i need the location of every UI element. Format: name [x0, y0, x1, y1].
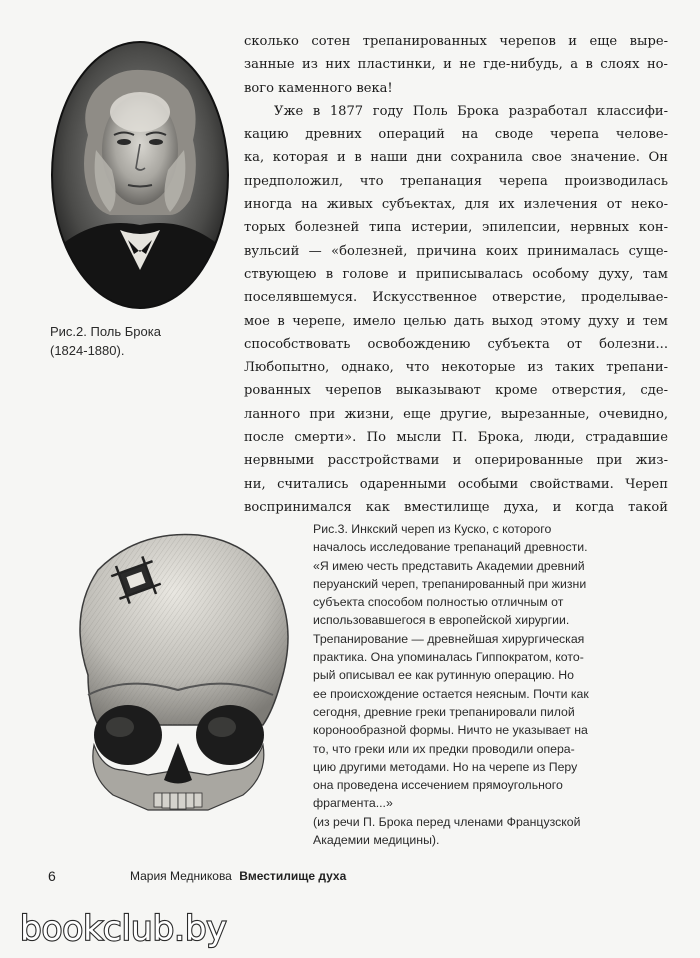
text-line: воспринимался как вместилище духа, и когда такой	[244, 499, 668, 515]
skull-caption-line: рый описывал ее как рутинную операцию. Но	[313, 668, 574, 683]
text-line: вого каменного века!	[244, 80, 393, 96]
page-footer	[0, 868, 700, 892]
text-line: предположил, что трепанация черепа производилась	[244, 173, 668, 189]
main-text-column	[244, 30, 668, 519]
text-line: занные из них пластинки, и не где-нибудь, а в слоях но-	[244, 57, 668, 73]
skull-caption-line: (из речи П. Брока перед членами Французской	[313, 814, 581, 829]
running-head-author: Мария Медникова	[130, 869, 232, 883]
text-line: ка, которая и в наши дни сохранила свое значение. Он	[244, 150, 668, 166]
skull-caption-line: перуанский череп, трепанированный при жизни	[313, 576, 587, 591]
skull-caption-line: ее происхождение остается неясным. Почти как	[313, 686, 589, 701]
text-line: мое в черепе, имело целью дать выход этому духу и тем	[244, 313, 668, 329]
text-line: поселявшемуся. Искусственное отверстие, проделывае-	[244, 290, 668, 306]
running-head-title: Вместилище духа	[239, 869, 347, 883]
portrait-caption	[50, 322, 240, 360]
skull-caption-line: фрагмента...»	[313, 796, 393, 811]
text-line: иногда на живых субъектах, для их излечения от неко-	[244, 197, 668, 213]
inca-skull-image	[58, 525, 298, 825]
skull-caption-line: она проведена иссечением прямоугольного	[313, 778, 563, 793]
skull-caption-line: сегодня, древние греки трепанировали пилой	[313, 704, 575, 719]
text-line: Любопытно, однако, что некоторые из таких трепани-	[244, 360, 668, 376]
skull-caption-line: использовавшегося в европейской хирургии.	[313, 613, 570, 628]
watermark-text: bookclub.by	[20, 909, 227, 949]
text-line: вульсий — «болезней, причина коих принималась суще-	[244, 243, 668, 259]
skull-caption-line: Трепанирование — древнейшая хирургическая	[313, 631, 585, 646]
text-line: ланного при жизни, еще другие, вырезанные, очевидно,	[244, 406, 668, 422]
skull-caption-line: коронообразной формы. Ничто не указывает на	[313, 723, 588, 738]
text-line: способствовать освобождению субъекта от болезни...	[244, 336, 668, 352]
portrait-caption-line: (1824-1880).	[50, 343, 125, 358]
skull-caption-line: началось исследование трепанаций древности.	[313, 540, 588, 555]
text-line: рованных черепов выказывают кроме отверстия, сде-	[244, 383, 668, 399]
skull-caption-line: цию другими методами. Но на черепе из Перу	[313, 759, 578, 774]
skull-caption-line: Академии медицины).	[313, 833, 440, 848]
skull-caption-line: «Я имею честь представить Академии древний	[313, 558, 585, 573]
text-line: Уже в 1877 году Поль Брока разработал классифи-	[274, 103, 668, 119]
skull-caption	[313, 520, 653, 849]
portrait-figure	[50, 40, 230, 310]
skull-caption-line: субъекта способом полностью отличным от	[313, 595, 564, 610]
skull-caption-line: то, что греки или их предки проводили опера-	[313, 741, 575, 756]
text-line: нервными расстройствами и оперированные при жиз-	[244, 453, 668, 469]
watermark-logo	[16, 902, 376, 952]
text-line: после смерти». По мысли П. Брока, люди, страдавшие	[244, 430, 668, 446]
portrait-caption-line: Рис.2. Поль Брока	[50, 324, 161, 339]
text-line: сколько сотен трепанированных черепов и еще выре-	[244, 34, 668, 49]
text-line: кацию древних операций на своде черепа челове-	[244, 127, 668, 143]
paul-broca-portrait-image	[50, 40, 230, 310]
text-line: ствующею в голове и приписывалась особому духу, там	[244, 266, 668, 282]
skull-caption-line: практика. Она упоминалась Гиппократом, кото-	[313, 650, 584, 665]
skull-caption-line: Рис.3. Инкский череп из Куско, с которого	[313, 522, 552, 536]
text-line: торых болезней типа истерии, эпилепсии, нервных кон-	[244, 220, 668, 236]
page-number: 6	[48, 868, 56, 884]
watermark	[16, 902, 376, 952]
text-line: ни, считались одаренными особыми свойствами. Череп	[244, 476, 668, 492]
running-head	[130, 869, 346, 883]
skull-figure	[58, 525, 298, 825]
